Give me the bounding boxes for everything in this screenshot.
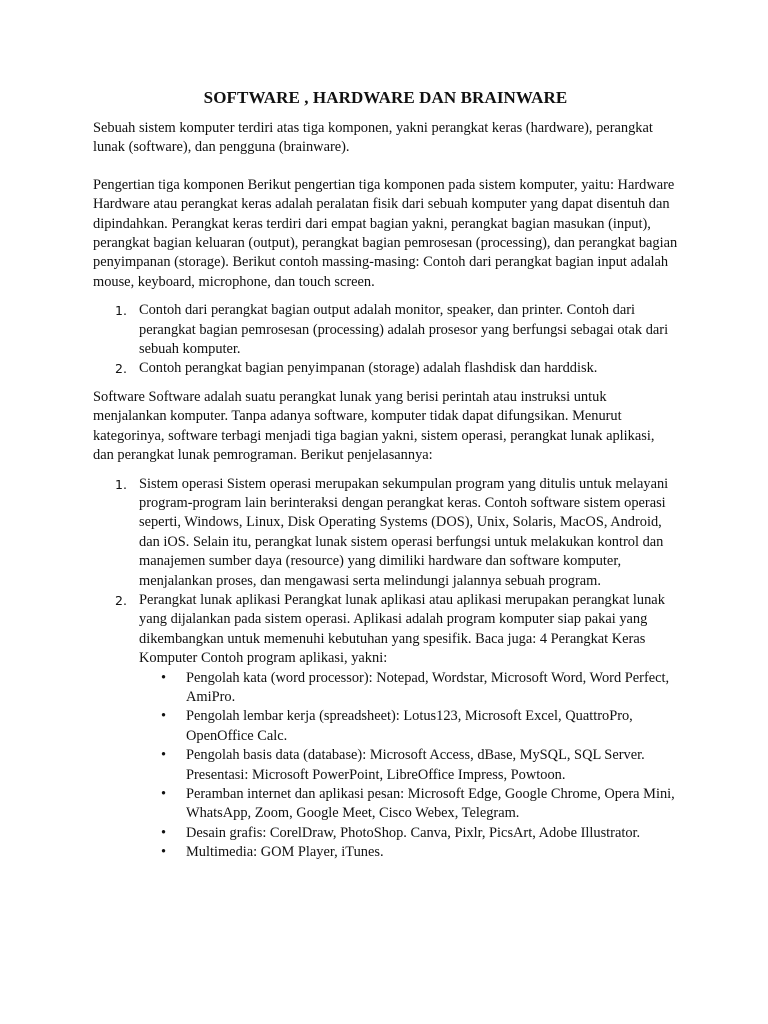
list-item-text: Pengolah kata (word processor): Notepad, Wordstar, Microsoft Word, Word Perfect, AmiPro. — [186, 669, 670, 705]
bullet-icon: • — [161, 747, 167, 764]
list-number: 2. — [115, 361, 127, 377]
hardware-list — [93, 301, 678, 379]
list-item-text: Desain grafis: CorelDraw, PhotoShop. Canva, Pixlr, PicsArt, Adobe Illustrator. — [186, 824, 641, 841]
bullet-icon: • — [161, 708, 167, 725]
list-item-text: Sistem operasi Sistem operasi merupakan sekumpulan program yang ditulis untuk melayani program-program lain berinteraksi dengan perangkat keras. Contoh software sistem operasi seperti, Windows, Linux, Disk Operating Systems (DOS), Unix, Solaris, MacOS, Android, dan iOS. Selain itu, perangkat lunak sistem operasi berfungsi untuk melakukan kontrol dan manajemen sumber daya (resource) yang dimiliki hardware dan software komputer, menjalankan proses, dan mengawasi serta melindungi jalannya sebuah program. — [139, 475, 669, 589]
list-item-text: Contoh dari perangkat bagian output adalah monitor, speaker, dan printer. Contoh dari perangkat bagian pemrosesan (processing) adalah prosesor yang berfungsi sebagai otak dari sebuah komputer. — [139, 302, 669, 358]
list-item — [139, 843, 678, 862]
list-number: 1. — [115, 476, 127, 492]
list-item — [139, 785, 678, 824]
bullet-icon: • — [161, 844, 167, 861]
list-item-text: Multimedia: GOM Player, iTunes. — [186, 844, 384, 861]
bullet-icon: • — [161, 786, 167, 802]
list-item — [139, 669, 678, 708]
list-item-text: Pengolah basis data (database): Microsoft Access, dBase, MySQL, SQL Server. Presentasi: Microsoft PowerPoint, LibreOffice Impress, Powtoon. — [186, 747, 645, 783]
bullet-icon: • — [161, 824, 167, 841]
application-examples-list — [139, 669, 678, 863]
list-item — [93, 301, 678, 359]
list-item — [139, 746, 678, 785]
software-paragraph: Software Software adalah suatu perangkat lunak yang berisi perintah atau instruksi untuk menjalankan komputer. Tanpa adanya software, komputer tidak dapat difungsikan. Menurut kategorinya, software terbagi menjadi tiga bagian yakni, sistem operasi, perangkat lunak aplikasi, dan perangkat lunak pemrograman. Berikut penjelasannya: — [93, 388, 655, 464]
bullet-icon: • — [161, 669, 167, 686]
list-item-text: Contoh perangkat bagian penyimpanan (storage) adalah flashdisk dan harddisk. — [139, 360, 598, 377]
list-item — [139, 707, 678, 746]
document-title: SOFTWARE , HARDWARE DAN BRAINWARE — [203, 88, 568, 107]
list-item — [93, 591, 678, 863]
hardware-paragraph: Pengertian tiga komponen Berikut pengertian tiga komponen pada sistem komputer, yaitu: Hardware Hardware atau perangkat keras adalah peralatan fisik dari sebuah komputer yang dapat disentuh dan dipindahkan. Perangkat keras terdiri dari empat bagian yakni, perangkat bagian masukan (input), perangkat bagian keluaran (output), perangkat bagian pemrosesan (processing), dan perangkat bagian penyimpanan (storage). Berikut contoh massing-masing: Contoh dari perangkat bagian input adalah mouse, keyboard, microphone, dan touch screen. — [93, 176, 678, 290]
list-item-text: Pengolah lembar kerja (spreadsheet): Lotus123, Microsoft Excel, QuattroPro, OpenOffice Calc. — [186, 708, 633, 744]
list-number: 2. — [115, 592, 127, 608]
software-list — [93, 475, 678, 863]
list-item — [93, 359, 678, 378]
list-item-text: Perangkat lunak aplikasi Perangkat lunak aplikasi atau aplikasi merupakan perangkat lunak yang dijalankan pada sistem operasi. Aplikasi adalah program komputer siap pakai yang dikembangkan untuk memenuhi kebutuhan yang spesifik. Baca juga: 4 Perangkat Keras Komputer Contoh program aplikasi, yakni: — [139, 591, 665, 667]
list-item-text: Peramban internet dan aplikasi pesan: Microsoft Edge, Google Chrome, Opera Mini, WhatsApp, Zoom, Google Meet, Cisco Webex, Telegram. — [186, 786, 675, 822]
list-number: 1. — [115, 303, 127, 319]
intro-paragraph: Sebuah sistem komputer terdiri atas tiga komponen, yakni perangkat keras (hardware), perangkat lunak (software), dan pengguna (brainware). — [93, 120, 653, 156]
list-item — [93, 475, 678, 591]
list-item — [139, 824, 678, 843]
